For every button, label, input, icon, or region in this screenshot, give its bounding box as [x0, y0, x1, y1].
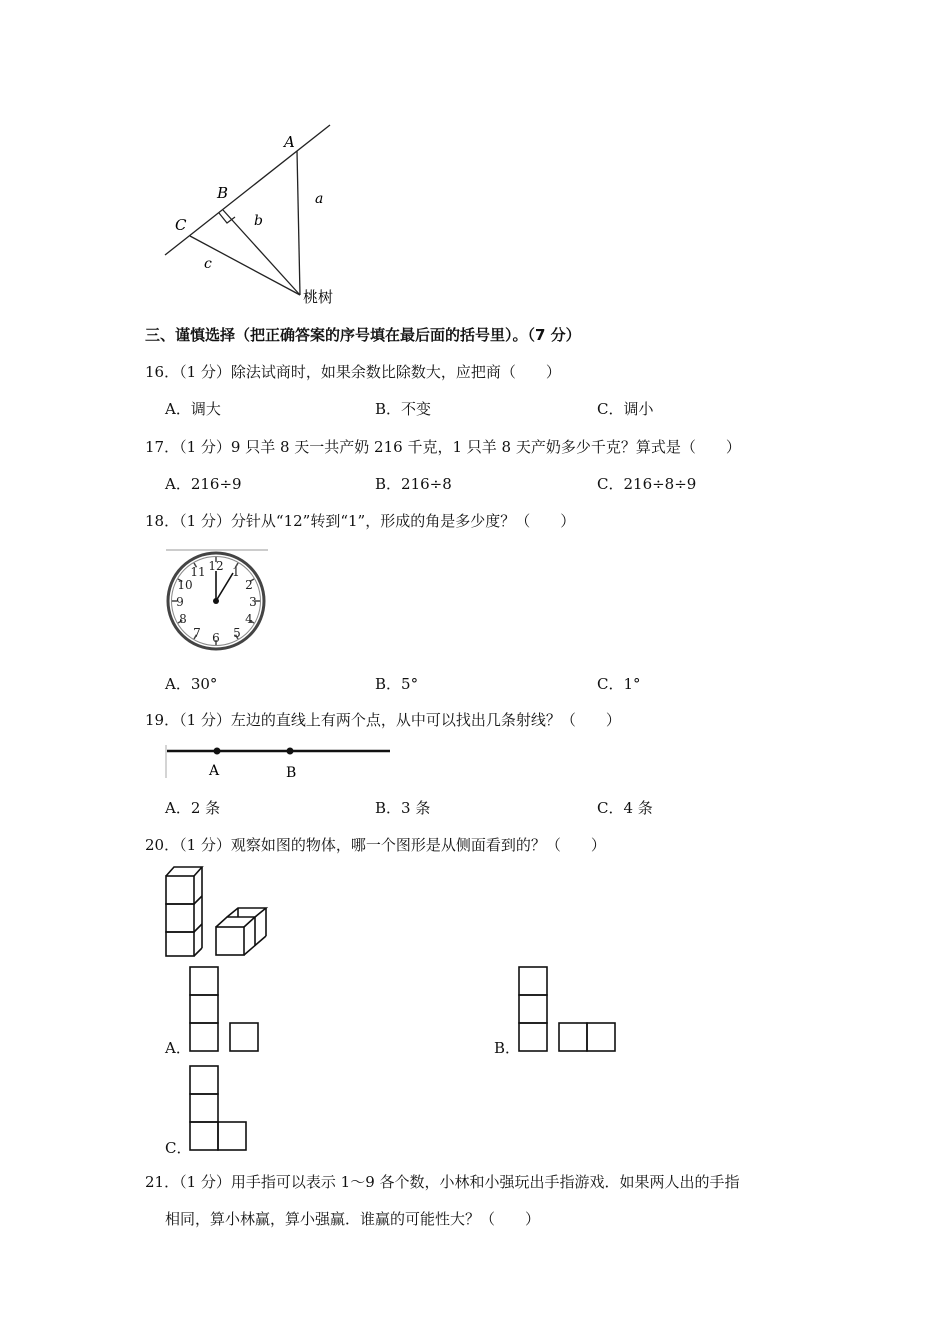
hour-hand: [216, 573, 233, 601]
q19-option-c: C．4 条: [597, 799, 653, 817]
label-A: A: [284, 133, 295, 151]
clock-number-7: 7: [193, 626, 201, 640]
line-with-points-figure: [160, 740, 400, 785]
clock-number-5: 5: [233, 626, 241, 640]
question-20: 20．（1 分）观察如图的物体，哪一个图形是从侧面看到的？（ ）: [145, 836, 606, 854]
point-B-label: B: [286, 765, 297, 781]
q20-option-c-label: C．: [165, 1139, 192, 1157]
q16-option-a: A．调大: [165, 400, 221, 418]
clock-number-10: 10: [177, 578, 193, 592]
q18-option-b: B．5°: [375, 675, 419, 693]
label-C: C: [175, 216, 187, 234]
clock-number-3: 3: [249, 595, 257, 609]
q16-option-b: B．不变: [375, 400, 432, 418]
point-A-label: A: [209, 763, 220, 779]
question-19: 19．（1 分）左边的直线上有两个点，从中可以找出几条射线？（ ）: [145, 711, 621, 729]
label-c: c: [204, 256, 212, 272]
q19-option-b: B．3 条: [375, 799, 431, 817]
question-21-line2: 相同，算小林赢，算小强赢．谁赢的可能性大？（ ）: [165, 1210, 541, 1228]
question-18: 18．（1 分）分针从“12”转到“1”，形成的角是多少度？（ ）: [145, 512, 576, 530]
question-17: 17．（1 分）9 只羊 8 天一共产奶 216 千克，1 只羊 8 天产奶多少千克？算式是（ ）: [145, 438, 741, 456]
q18-option-c: C．1°: [597, 675, 641, 693]
q20-option-a-label: A．: [165, 1039, 191, 1057]
label-a: a: [315, 191, 324, 207]
q17-option-b: B．216÷8: [375, 475, 452, 493]
point-A-dot: [214, 748, 221, 755]
clock-number-11: 11: [190, 565, 206, 579]
clock-number-12: 12: [208, 559, 224, 573]
clock-number-9: 9: [176, 595, 184, 609]
label-b: b: [254, 213, 263, 229]
clock-number-6: 6: [212, 631, 220, 645]
peach-tree-figure: [150, 115, 370, 310]
clock-center: [213, 598, 219, 604]
main-line: [165, 125, 330, 255]
q20-option-b-figure: [517, 965, 619, 1053]
q20-option-c-figure: [188, 1064, 250, 1152]
q16-option-c: C．调小: [597, 400, 654, 418]
clock-number-4: 4: [245, 612, 253, 626]
cube-objects-figure: [160, 862, 280, 962]
q17-option-c: C．216÷8÷9: [597, 475, 697, 493]
clock-number-8: 8: [179, 612, 187, 626]
question-21-line1: 21．（1 分）用手指可以表示 1～9 各个数，小林和小强玩出手指游戏．如果两人出的手指: [145, 1173, 740, 1191]
section-title: 三、谨慎选择（把正确答案的序号填在最后面的括号里）。（7 分）: [145, 326, 581, 344]
q20-option-a-figure: [188, 965, 263, 1053]
q19-option-a: A．2 条: [165, 799, 221, 817]
q20-option-b-label: B．: [494, 1039, 521, 1057]
label-B: B: [217, 184, 229, 202]
clock-number-1: 1: [232, 565, 240, 579]
clock-number-2: 2: [245, 578, 253, 592]
segment-a: [297, 151, 300, 295]
clock-figure: [160, 548, 272, 656]
question-16: 16．（1 分）除法试商时，如果余数比除数大，应把商（ ）: [145, 363, 561, 381]
point-B-dot: [287, 748, 294, 755]
q18-option-a: A．30°: [165, 675, 218, 693]
label-tree: 桃树: [303, 288, 334, 306]
q17-option-a: A．216÷9: [165, 475, 242, 493]
